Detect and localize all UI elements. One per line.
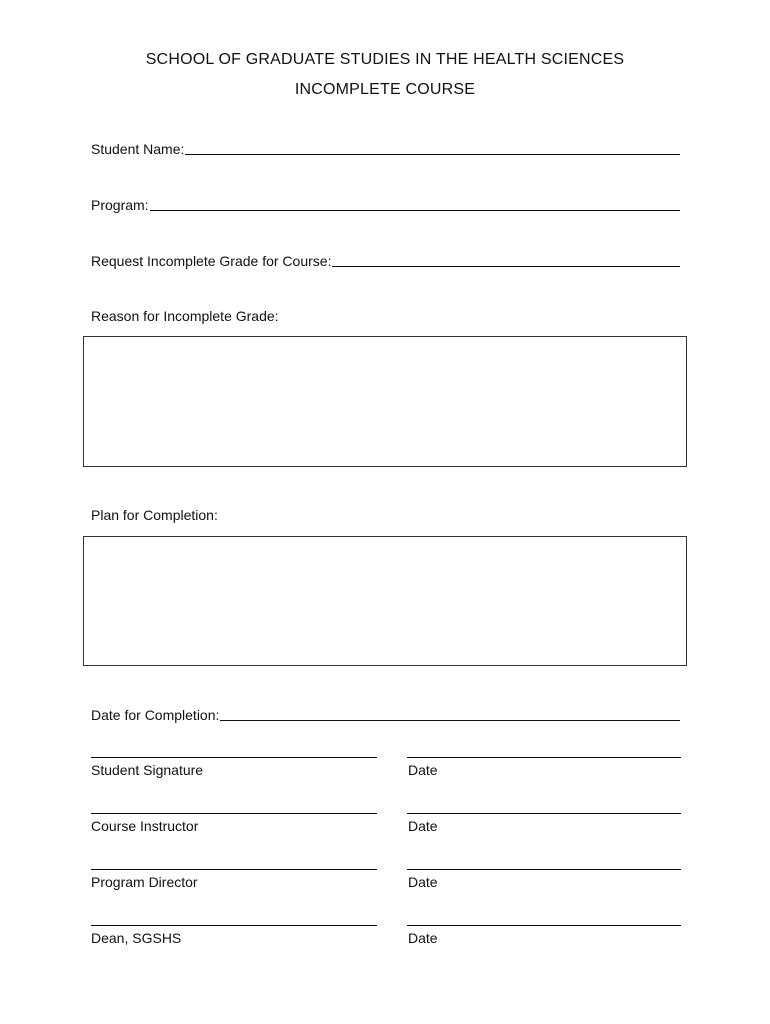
director-signature-label: Program Director bbox=[91, 874, 198, 890]
instructor-signature-label: Course Instructor bbox=[91, 818, 199, 834]
director-date-line[interactable] bbox=[407, 869, 681, 870]
dean-signature-line[interactable] bbox=[91, 925, 377, 926]
instructor-date-label: Date bbox=[408, 818, 438, 834]
form-subtitle: INCOMPLETE COURSE bbox=[294, 81, 476, 98]
program-line[interactable] bbox=[150, 196, 680, 211]
reason-label: Reason for Incomplete Grade: bbox=[91, 308, 279, 324]
course-request-line[interactable] bbox=[332, 252, 680, 267]
instructor-date-line[interactable] bbox=[407, 813, 681, 814]
course-request-label: Request Incomplete Grade for Course: bbox=[91, 253, 332, 269]
student-signature-label: Student Signature bbox=[91, 762, 204, 778]
program-field[interactable] bbox=[91, 196, 680, 213]
completion-date-field[interactable] bbox=[91, 706, 680, 723]
student-date-label: Date bbox=[408, 762, 438, 778]
student-name-label: Student Name: bbox=[91, 141, 185, 157]
dean-date-label: Date bbox=[408, 930, 438, 946]
student-date-line[interactable] bbox=[407, 757, 681, 758]
instructor-signature-line[interactable] bbox=[91, 813, 377, 814]
student-name-field[interactable] bbox=[91, 140, 680, 157]
director-date-label: Date bbox=[408, 874, 438, 890]
director-signature-line[interactable] bbox=[91, 869, 377, 870]
completion-date-label: Date for Completion: bbox=[91, 707, 220, 723]
dean-signature-label: Dean, SGSHS bbox=[91, 930, 182, 946]
course-request-field[interactable] bbox=[91, 252, 680, 269]
reason-textbox[interactable] bbox=[83, 336, 687, 467]
plan-label: Plan for Completion: bbox=[91, 507, 218, 523]
completion-date-line[interactable] bbox=[220, 706, 680, 721]
form-title: SCHOOL OF GRADUATE STUDIES IN THE HEALTH SCIENCES bbox=[145, 51, 625, 68]
dean-date-line[interactable] bbox=[407, 925, 681, 926]
plan-textbox[interactable] bbox=[83, 536, 687, 666]
student-signature-line[interactable] bbox=[91, 757, 377, 758]
student-name-line[interactable] bbox=[185, 140, 680, 155]
program-label: Program: bbox=[91, 197, 149, 213]
